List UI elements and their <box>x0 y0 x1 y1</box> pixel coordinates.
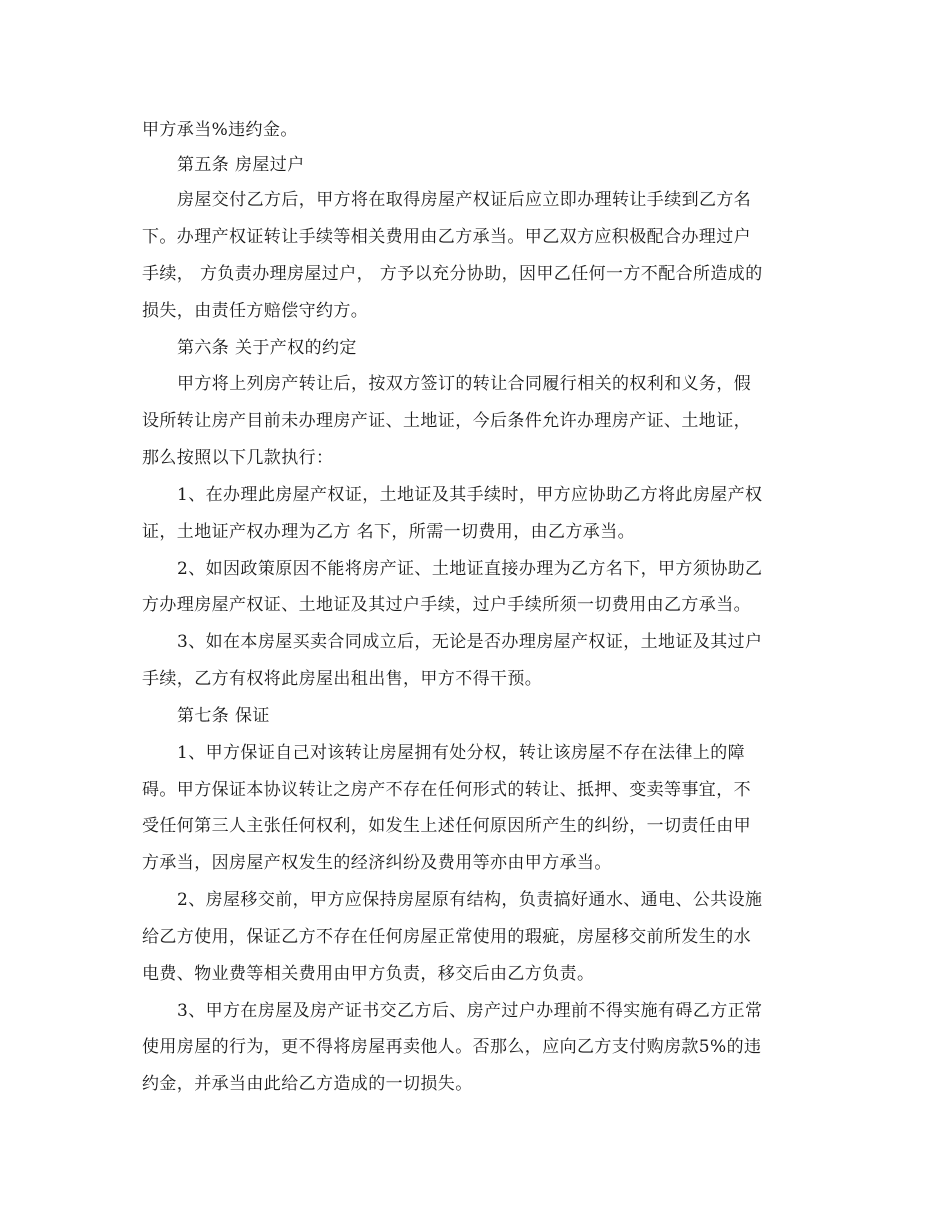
text-line: 受任何第三人主张任何权利，如发生上述任何原因所产生的纠纷，一切责任由甲 <box>142 816 751 836</box>
text-line: 1、甲方保证自己对该转让房屋拥有处分权，转让该房屋不存在法律上的障 <box>177 743 746 763</box>
text-line: 设所转让房产目前未办理房产证、土地证，今后条件允许办理房产证、土地证， <box>142 411 751 431</box>
text-line: 电费、物业费等相关费用由甲方负责，移交后由乙方负责。 <box>142 964 595 984</box>
text-line: 损失，由责任方赔偿守约方。 <box>142 301 369 321</box>
text-line: 碍。甲方保证本协议转让之房产不存在任何形式的转让、抵押、变卖等事宜，不 <box>142 780 751 800</box>
text-line: 2、如因政策原因不能将房产证、土地证直接办理为乙方名下，甲方须协助乙 <box>177 559 763 579</box>
text-line: 证，土地证产权办理为乙方 名下，所需一切费用，由乙方承当。 <box>142 522 636 542</box>
text-line: 手续，乙方有权将此房屋出租出售，甲方不得干预。 <box>142 669 543 689</box>
text-line: 方办理房屋产权证、土地证及其过户手续，过户手续所须一切费用由乙方承当。 <box>142 595 751 615</box>
text-line: 1、在办理此房屋产权证，土地证及其手续时，甲方应协助乙方将此房屋产权 <box>177 485 763 505</box>
text-line: 下。办理产权证转让手续等相关费用由乙方承当。甲乙双方应积极配合办理过户 <box>142 227 751 247</box>
text-line: 3、甲方在房屋及房产证书交乙方后、房产过户办理前不得实施有碍乙方正常 <box>177 1001 763 1021</box>
text-line: 手续， 方负责办理房屋过户， 方予以充分协助，因甲乙任何一方不配合所造成的 <box>142 264 763 284</box>
text-line: 方承当，因房屋产权发生的经济纠纷及费用等亦由甲方承当。 <box>142 853 612 873</box>
text-line: 房屋交付乙方后，甲方将在取得房屋产权证后应立即办理转让手续到乙方名 <box>177 190 752 210</box>
section-heading: 第五条 房屋过户 <box>177 155 305 175</box>
text-line: 甲方将上列房产转让后，按双方签订的转让合同履行相关的权利和义务，假 <box>177 374 752 394</box>
text-line: 约金，并承当由此给乙方造成的一切损失。 <box>142 1074 473 1094</box>
text-line: 3、如在本房屋买卖合同成立后，无论是否办理房屋产权证，土地证及其过户 <box>177 632 763 652</box>
section-heading: 第七条 保证 <box>177 706 270 726</box>
text-line: 甲方承当%违约金。 <box>142 120 298 140</box>
text-line: 给乙方使用，保证乙方不存在任何房屋正常使用的瑕疵，房屋移交前所发生的水 <box>142 927 751 947</box>
text-line: 2、房屋移交前，甲方应保持房屋原有结构，负责搞好通水、通电、公共设施 <box>177 890 763 910</box>
text-line: 使用房屋的行为，更不得将房屋再卖他人。否那么，应向乙方支付购房款5%的违 <box>142 1037 762 1057</box>
section-heading: 第六条 关于产权的约定 <box>177 338 357 358</box>
text-line: 那么按照以下几款执行： <box>142 448 334 468</box>
